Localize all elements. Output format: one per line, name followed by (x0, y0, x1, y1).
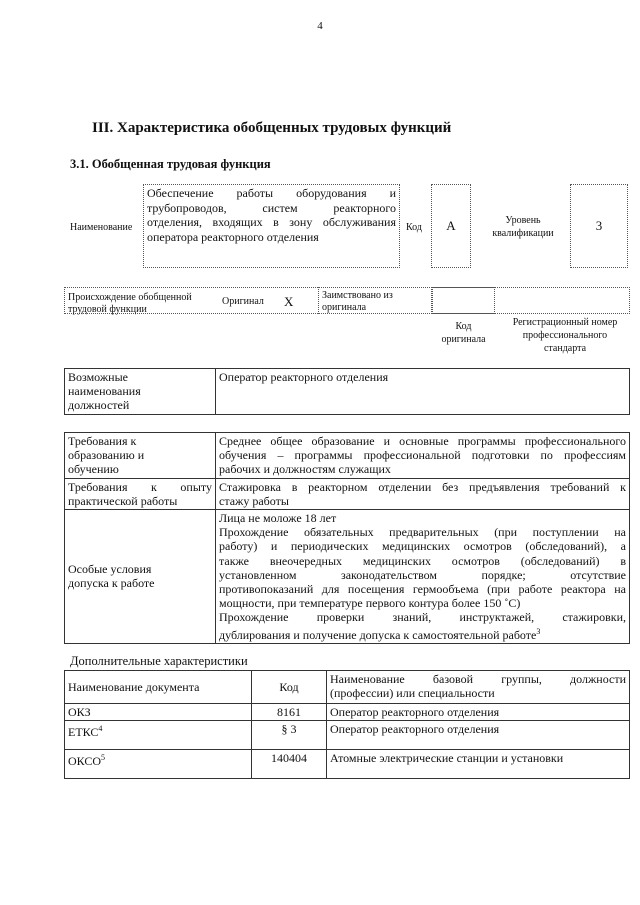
borrowed-label: Заимствовано из оригинала (322, 290, 393, 313)
row-name: Оператор реакторного отделения (327, 704, 630, 721)
page-number: 4 (317, 20, 323, 32)
row-name: Оператор реакторного отделения (327, 721, 630, 750)
positions-label: Возможные наименования должностей (65, 369, 216, 415)
edu-label: Требования к образованию и обучению (65, 433, 216, 479)
positions-table (64, 368, 630, 415)
header-code: Код (252, 671, 327, 704)
level-label: Уровень квалификации (492, 215, 554, 239)
footnote-ref: 3 (536, 626, 541, 636)
gtf-name-line: отделения, входящих в зону обслуживания (147, 215, 396, 229)
header-name: Наименование базовой группы, должности (профессии) или специальности (327, 671, 630, 704)
origin-label: Происхождение обобщенной трудовой функции (68, 292, 192, 315)
code-value: А (431, 184, 471, 268)
section-title: III. Характеристика обобщенных трудовых функций (92, 120, 452, 136)
edu-value: Среднее общее образование и основные программы профессионального обучения – программы профессиональной подготовки по профессиям рабочих и должностям служащих (216, 433, 630, 479)
row-code: 140404 (252, 750, 327, 779)
gtf-name-line: оператора реакторного отделения (147, 229, 319, 244)
gtf-name-line: трубопроводов, систем реакторного (147, 200, 396, 215)
name-label: Наименование (70, 222, 133, 233)
additional-table (64, 670, 630, 779)
row-name: Атомные электрические станции и установки (327, 750, 630, 779)
code-label: Код (406, 222, 422, 233)
requirements-table (64, 432, 630, 644)
row-code: § 3 (252, 721, 327, 750)
row-doc: ОКЗ (65, 704, 252, 721)
subsection-title: 3.1. Обобщенная трудовая функция (70, 157, 271, 171)
row-doc: ЕТКС$^4$ (65, 721, 252, 750)
original-mark: X (284, 294, 294, 309)
row-doc: ОКСО$^5$ (65, 750, 252, 779)
code-orig-cell (432, 287, 495, 314)
exp-value: Стажировка в реакторном отделении без предъявления требований к стажу работы (216, 478, 630, 509)
special-value: Лица не моложе 18 лет Прохождение обязательных предварительных (при поступлении на работу) и периодических медицинских осмотров (обследований), а также внеочередных медицинских осмотров (обследований) в установленном законодательством порядке; отсутствие противопоказаний для посещения гермообъема (при работе реактора на мощности, при температуре первого контура более 150 ˚С) Прохождение проверки знаний, инструктажей, стажировки, дублирования и получение допуска к самостоятельной работе$^3$ (216, 510, 630, 644)
gtf-name-box (143, 184, 400, 268)
footnote-ref: 5 (101, 753, 106, 763)
header-doc: Наименование документа (65, 671, 252, 704)
positions-value: Оператор реакторного отделения (216, 369, 630, 415)
exp-label: Требования к опыту практической работы (65, 478, 216, 509)
level-value: 3 (570, 184, 628, 268)
original-label: Оригинал (222, 296, 264, 307)
code-orig-label: Код оригинала (441, 321, 486, 345)
additional-title: Дополнительные характеристики (70, 654, 248, 668)
gtf-name-line: Обеспечение работы оборудования и (147, 186, 396, 200)
reg-number-label: Регистрационный номер профессионального стандарта (512, 317, 618, 354)
footnote-ref: 4 (98, 724, 103, 734)
row-code: 8161 (252, 704, 327, 721)
special-label: Особые условия допуска к работе (65, 510, 216, 644)
